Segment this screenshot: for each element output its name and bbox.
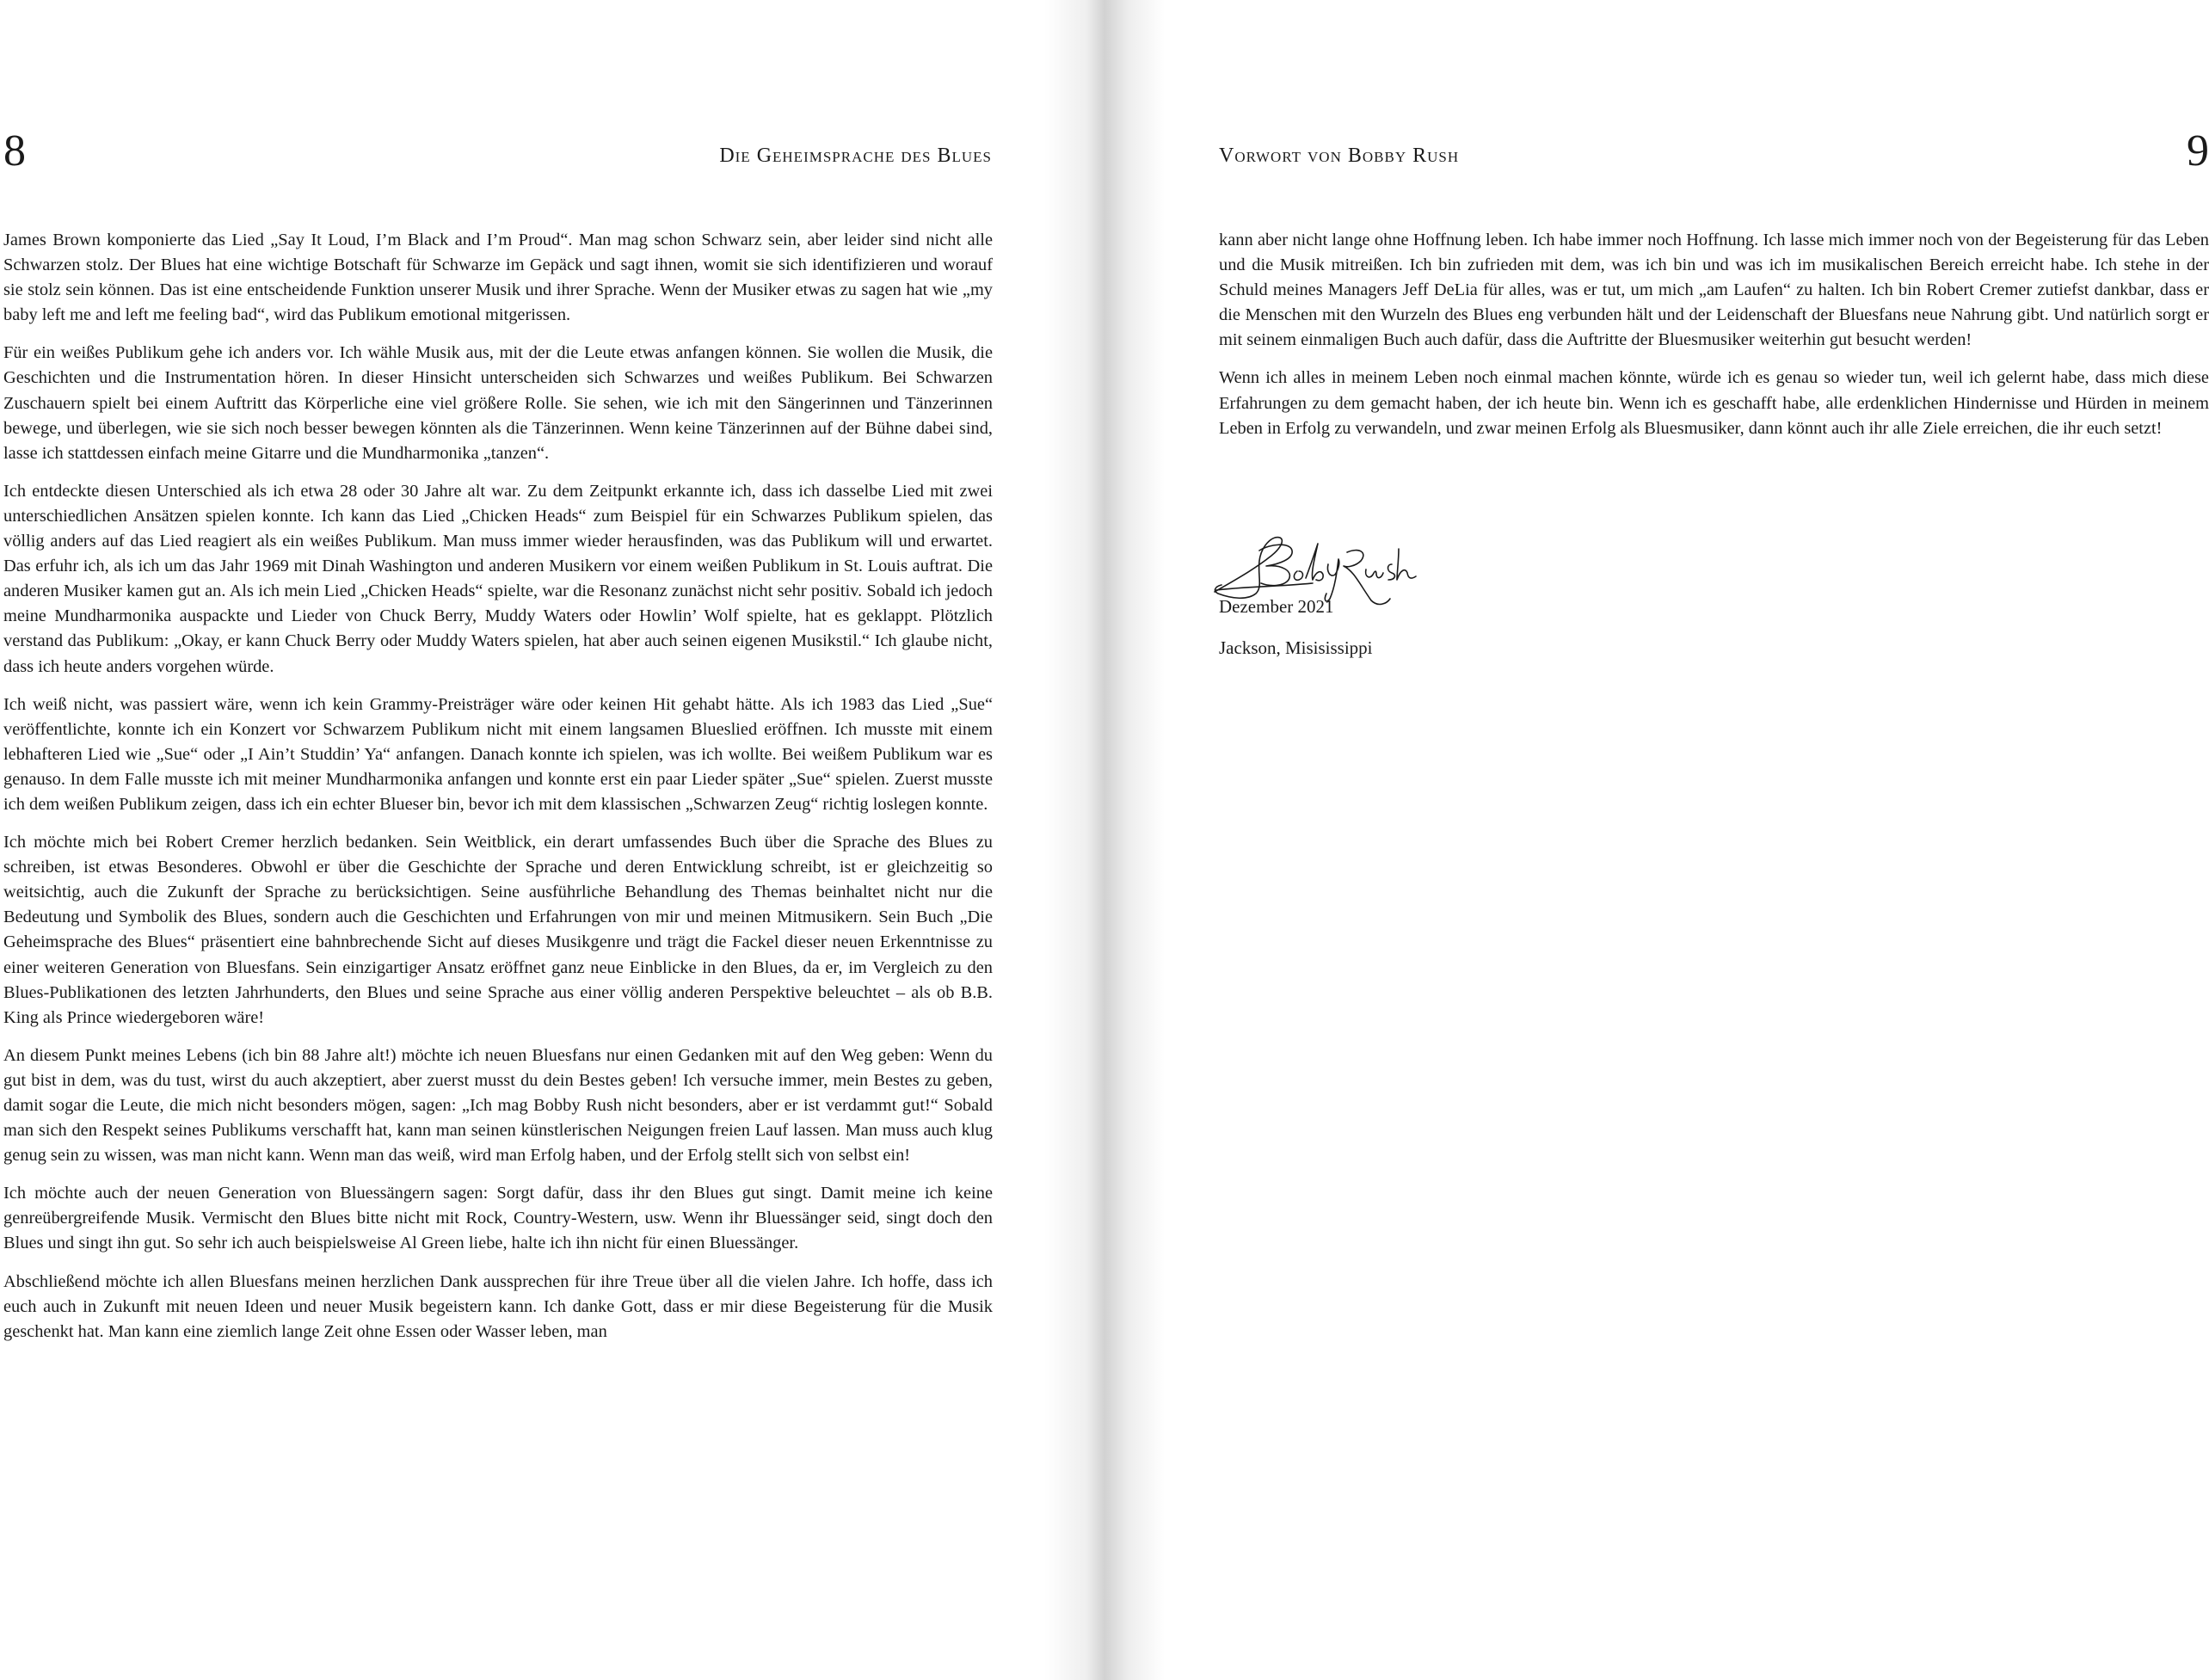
paragraph: An diesem Punkt meines Lebens (ich bin 88 Jahre alt!) möchte ich neuen Bluesfans nur einen Gedanken mit auf den Weg geben: Wenn du gut bist in dem, was du tust, wirst du auch akzeptiert, aber zuerst musst du dein Bestes geben! Ich versuche immer, mein Bestes zu geben, damit sogar die Leute, die mich nicht besonders mögen, sagen: „Ich mag Bobby Rush nicht besonders, aber er ist verdammt gut!“ Sobald man sich den Respekt seines Publikums verschafft hat, kann man seinen künstlerischen Neigungen freien Lauf lassen. Man muss auch klug genug sein zu wissen, was man nicht kann. Wenn man das weiß, wird man Erfolg haben, und der Erfolg stellt sich von selbst ein!	[3, 1045, 993, 1166]
paragraph: Ich weiß nicht, was passiert wäre, wenn ich kein Grammy-Preisträger wäre oder keinen Hit gehabt hätte. Als ich 1983 das Lied „Sue“ veröffentlichte, konnte ich ein Konzert vor Schwarzem Publikum nicht mit einem langsamen Blueslied eröffnen. Ich musste mit einem lebhafteren Lied wie „Sue“ oder „I Ain’t Studdin’ Ya“ anfangen. Danach konnte ich spielen, was ich wollte. Bei weißem Publikum war es genauso. In dem Falle musste ich mit meiner Mundharmonika anfangen und konnte erst ein paar Lieder später „Sue“ spielen. Zuerst musste ich dem weißen Publikum zeigen, dass ich ein echter Blueser bin, bevor ich mit dem klassischen „Schwarzen Zeug“ richtig loslegen konnte.	[3, 694, 993, 814]
paragraph: Für ein weißes Publikum gehe ich anders vor. Ich wähle Musik aus, mit der die Leute etwas anfangen können. Sie wollen die Musik, die Geschichten und die Instrumentation hören. In dieser Hinsicht unterscheiden sich Schwarzes und weißes Publikum. Bei Schwarzen Zuschauern spielt bei einem Auftritt das Körperliche eine viel größere Rolle. Sie sehen, wie ich mit den Sängerinnen und Tänzerinnen bewege, und überlegen, wie sie sich noch besser bewegen könnten als die Tänzerinnen. Wenn keine Tänzerinnen auf der Bühne dabei sind, lasse ich stattdessen einfach meine Gitarre und die Mundharmonika „tanzen“.	[3, 343, 993, 463]
paragraph: Abschließend möchte ich allen Bluesfans meinen herzlichen Dank aussprechen für ihre Treue über all die vielen Jahre. Ich hoffe, dass ich euch auch in Zukunft mit neuen Ideen und neuer Musik begeistern kann. Ich danke Gott, dass er mir diese Begeisterung für die Musik geschenkt hat. Man kann eine ziemlich lange Zeit ohne Essen oder Wasser leben, man	[3, 1271, 993, 1341]
signature-date: Dezember 2021	[1219, 596, 1334, 617]
page-number: 9	[2187, 126, 2209, 175]
left-page	[0, 0, 1104, 1680]
gutter-shadow	[1044, 0, 1104, 1680]
body-text	[3, 228, 993, 1357]
body-text	[1219, 228, 2209, 454]
paragraph: Ich entdeckte diesen Unterschied als ich etwa 28 oder 30 Jahre alt war. Zu dem Zeitpunkt erkannte ich, dass ich dasselbe Lied mit zwei unterschiedlichen Ansätzen spielen konnte. Ich kann das Lied „Chicken Heads“ zum Beispiel für ein Schwarzes Publikum spielen, das völlig anders auf das Lied reagiert als ein weißes Publikum. Man muss immer wieder herausfinden, was das Publikum will und erwartet. Das erfuhr ich, als ich um das Jahr 1969 mit Dinah Washington und anderen Musikern vor einem weißen Publikum in St. Louis auftrat. Die anderen Musiker kamen gut an. Als ich mein Lied „Chicken Heads“ spielte, war die Resonanz zunächst nicht sehr positiv. Sobald ich jedoch meine Mundharmonika auspackte und Lieder von Chuck Berry, Muddy Waters oder Howlin’ Wolf spielte, hat es geklappt. Plötzlich verstand das Publikum: „Okay, er kann Chuck Berry oder Muddy Waters spielen, hat aber auch seinen eigenen Musikstil.“ Ich glaube nicht, dass ich heute anders vorgehen würde.	[3, 481, 993, 676]
paragraph: kann aber nicht lange ohne Hoffnung leben. Ich habe immer noch Hoffnung. Ich lasse mich immer noch von der Begeisterung für das Leben und die Musik mitreißen. Ich bin zufrieden mit dem, was ich bin und was ich im musikalischen Bereich erreicht habe. Ich stehe in der Schuld meines Managers Jeff DeLia für alles, was er tut, um mich „am Laufen“ zu halten. Ich bin Robert Cremer zutiefst dankbar, dass er die Menschen mit den Wurzeln des Blues eng verbunden hält und der Leidenschaft der Bluesfans neue Nahrung gibt. Und natürlich sorgt er mit seinem einmaligen Buch auch dafür, dass die Auftritte der Bluesmusiker weiterhin gut besucht werden!	[1219, 231, 2209, 350]
right-page	[1104, 0, 2209, 1680]
page-number: 8	[3, 126, 26, 175]
gutter-shadow	[1104, 0, 1165, 1680]
running-head: Vorwort von Bobby Rush	[1219, 145, 1460, 167]
paragraph: Ich möchte auch der neuen Generation von Bluessängern sagen: Sorgt dafür, dass ihr den Blues gut singt. Damit meine ich keine genreübergreifende Musik. Vermischt den Blues bitte nicht mit Rock, Country-Western, usw. Wenn ihr Bluessänger seid, singt doch den Blues und singt ihn gut. So sehr ich auch beispielsweise Al Green liebe, halte ich ihn nicht für einen Bluessänger.	[3, 1184, 993, 1253]
paragraph: Ich möchte mich bei Robert Cremer herzlich bedanken. Sein Weitblick, ein derart umfassendes Buch über die Sprache des Blues zu schreiben, ist etwas Besonderes. Obwohl er über die Geschichte der Sprache und deren Entwicklung schreibt, ist er gleichzeitig so weitsichtig, auch die Zukunft der Sprache zu berücksichtigen. Seine ausführliche Behandlung des Themas beinhaltet nicht nur die Bedeutung und Symbolik des Blues, sondern auch die Geschichten und Erfahrungen von mir und meinen Mitmusikern. Sein Buch „Die Geheimsprache des Blues“ präsentiert eine bahnbrechende Sicht auf dieses Musikgenre und trägt die Fackel dieser neuen Erkenntnisse zu einer weiteren Generation von Bluesfans. Sein einzigartiger Ansatz eröffnet ganz neue Einblicke in den Blues, da er, im Vergleich zu den Blues-Publikationen des letzten Jahrhunderts, den Blues und seine Sprache aus einer völlig anderen Perspektive beleuchtet – als ob B.B. King als Prince wiedergeboren wäre!	[3, 833, 993, 1027]
running-head: Die Geheimsprache des Blues	[719, 145, 992, 167]
paragraph: Wenn ich alles in meinem Leben noch einmal machen könnte, würde ich es genau so wieder tun, weil ich gelernt habe, dass mich diese Erfahrungen zu dem gemacht haben, der ich heute bin. Wenn ich es geschafft habe, alle erdenklichen Hindernisse und Hürden in meinem Leben in Erfolg zu verwandeln, und zwar meinen Erfolg als Bluesmusiker, dann könnt auch ihr alle Ziele erreichen, die ihr euch setzt!	[1219, 368, 2209, 438]
signature-place: Jackson, Misisissippi	[1219, 637, 1373, 658]
paragraph: James Brown komponierte das Lied „Say It Loud, I’m Black and I’m Proud“. Man mag schon Schwarz sein, aber leider sind nicht alle Schwarzen stolz. Der Blues hat eine wichtige Botschaft für Schwarze im Gepäck und sagt ihnen, womit sie sich identifizieren und worauf sie stolz sein können. Das ist eine entscheidende Funktion unserer Musik und ihrer Sprache. Wenn der Musiker etwas zu sagen hat wie „my baby left me and left me feeling bad“, wird das Publikum emotional mitgerissen.	[3, 231, 993, 325]
